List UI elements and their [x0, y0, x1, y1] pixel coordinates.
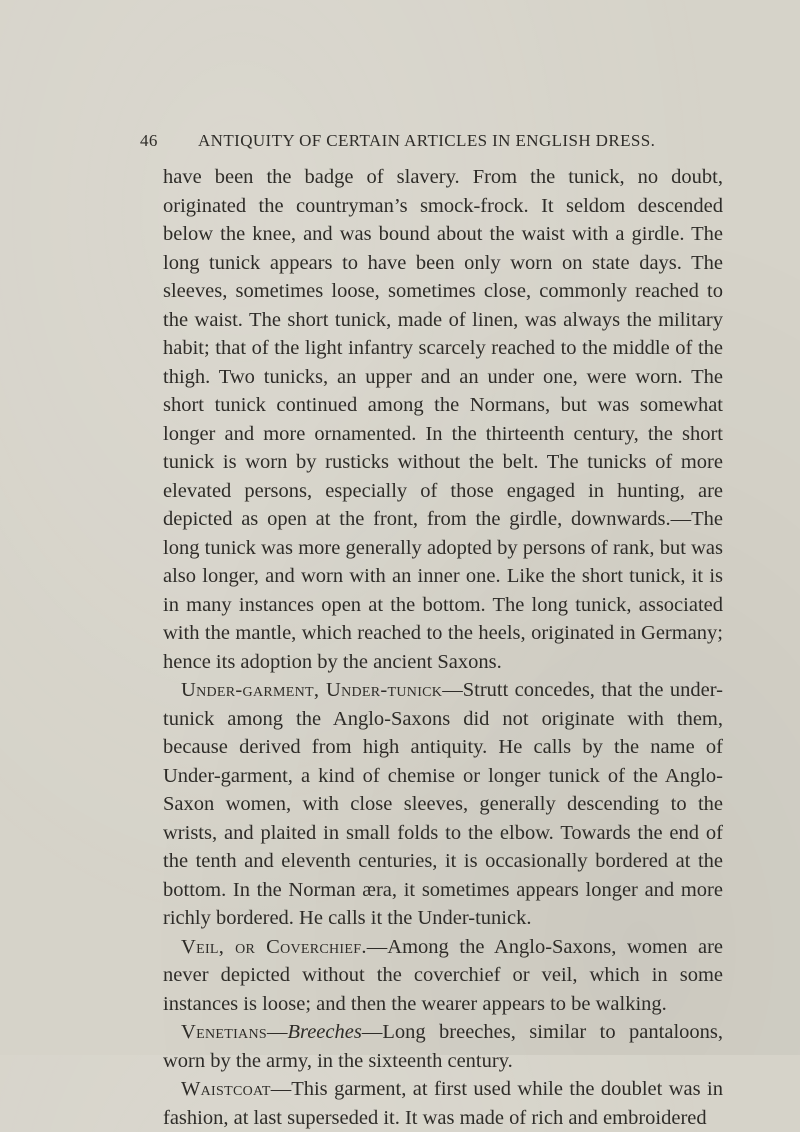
entry-term: Waistcoat — [181, 1078, 271, 1100]
entry-term: Veil, or Coverchief. — [181, 935, 367, 958]
paragraph-waistcoat — [163, 1075, 723, 1132]
running-title: ANTIQUITY OF CERTAIN ARTICLES IN ENGLISH DRESS. — [198, 131, 656, 150]
entry-italic-term: Breeches — [287, 1021, 362, 1043]
paragraph-veil — [163, 933, 723, 1019]
paragraph-under-garment — [163, 676, 723, 933]
entry-text: —Long breeches, similar to pantaloons, worn by the army, in the sixteenth century. — [163, 1021, 723, 1072]
entry-text: —Strutt concedes, that the under-tunick among the Anglo-Saxons did not originate with them, because derived from high antiquity. He calls by the name of Under-garment, a kind of chemise or longer tunick of the Anglo-Saxon women, with close sleeves, generally descending to the wrists, and plaited in small folds to the elbow. Towards the end of the tenth and eleventh centuries, it is occasionally bordered at the bottom. In the Norman æra, it sometimes appears longer and more richly bordered. He calls it the Under-tunick. — [163, 679, 723, 929]
page-number: 46 — [140, 131, 158, 150]
entry-dash: — — [266, 1021, 288, 1043]
body-text — [163, 163, 723, 1132]
running-header — [140, 131, 740, 159]
paragraph-tunick: have been the badge of slavery. From the tunick, no doubt, originated the countryman’s smock-frock. It seldom descended below the knee, and was bound about the waist with a girdle. The long tunick appears to have been only worn on state days. The sleeves, sometimes loose, sometimes close, commonly reached to the waist. The short tunick, made of linen, was always the military habit; that of the light infantry scarcely reached to the middle of the thigh. Two tunicks, an upper and an under one, were worn. The short tunick continued among the Normans, but was somewhat longer and more ornamented. In the thirteenth century, the short tunick is worn by rusticks without the belt. The tunicks of more elevated persons, especially of those engaged in hunting, are depicted as open at the front, from the girdle, downwards.—The long tunick was more generally adopted by persons of rank, but was also longer, and worn with an inner one. Like the short tunick, it is in many instances open at the bottom. The long tunick, associated with the mantle, which reached to the heels, originated in Germany; hence its adoption by the ancient Saxons. — [163, 166, 723, 673]
entry-term: Venetians — [181, 1021, 267, 1043]
paragraph-venetians — [163, 1018, 723, 1075]
entry-text: —Among the Anglo-Saxons, women are never depicted without the coverchief or veil, which in some instances is loose; and then the wearer appears to be walking. — [163, 935, 724, 1015]
entry-term: Under-garment, Under-tunick — [181, 679, 443, 701]
entry-text: —This garment, at first used while the doublet was in fashion, at last superseded it. It was made of rich and embroidered — [163, 1078, 723, 1129]
